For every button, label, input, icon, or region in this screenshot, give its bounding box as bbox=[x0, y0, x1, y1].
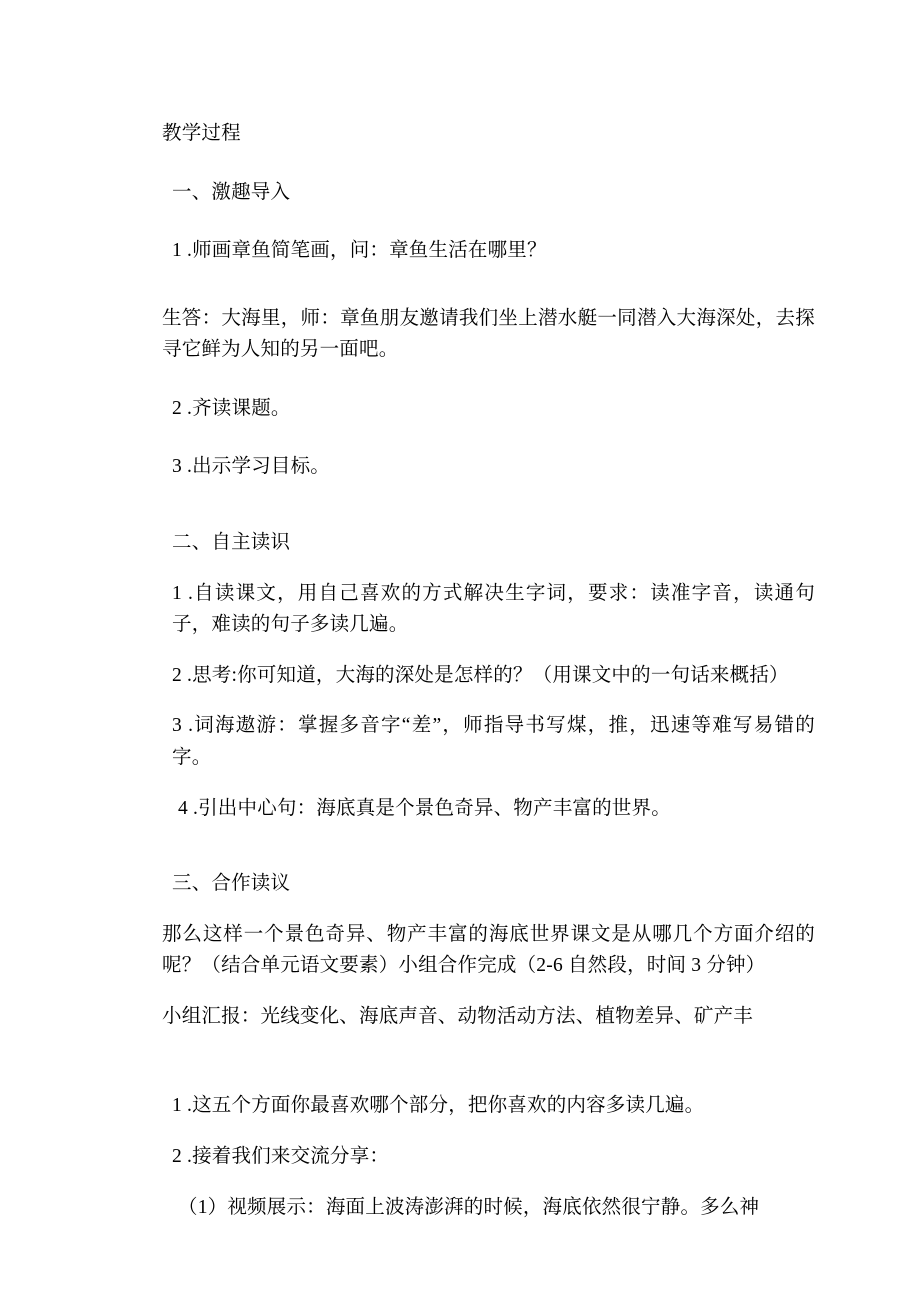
list-item-2-1: 1 .自读课文，用自己喜欢的方式解决生字词，要求：读准字音，读通句子，难读的句子多读几遍。 bbox=[172, 582, 815, 636]
page-title: 教学过程 bbox=[162, 123, 241, 144]
section-heading-1: 一、激趣导入 bbox=[172, 181, 291, 203]
list-item-2-2: 2 .思考:你可知道，大海的深处是怎样的？（用课文中的一句话来概括） bbox=[172, 664, 789, 686]
section-heading-3: 三、合作读议 bbox=[172, 873, 291, 895]
list-item-2-3: 3 .词海遨游：掌握多音字“差”，师指导书写煤，推，迅速等难写易错的字。 bbox=[172, 715, 815, 768]
document-body bbox=[148, 118, 815, 1223]
section-heading-2: 二、自主读识 bbox=[172, 532, 291, 554]
list-item-3-2-1: （1）视频展示：海面上波涛澎湃的时候，海底依然很宁静。多么神 bbox=[178, 1196, 760, 1218]
list-item-1-3: 3 .出示学习目标。 bbox=[172, 456, 331, 478]
list-item-1-1: 1 .师画章鱼简笔画，问：章鱼生活在哪里？ bbox=[172, 240, 547, 262]
paragraph-answer-1: 生答：大海里，师：章鱼朋友邀请我们坐上潜水艇一同潜入大海深处，去探寻它鲜为人知的另一面吧。 bbox=[162, 307, 815, 361]
list-item-3-2: 2 .接着我们来交流分享： bbox=[172, 1145, 390, 1167]
paragraph-3-2: 小组汇报：光线变化、海底声音、动物活动方法、植物差异、矿产丰 bbox=[162, 1005, 754, 1027]
list-item-2-4: 4 .引出中心句：海底真是个景色奇异、物产丰富的世界。 bbox=[178, 797, 671, 819]
list-item-1-2: 2 .齐读课题。 bbox=[172, 397, 291, 419]
list-item-3-1: 1 .这五个方面你最喜欢哪个部分，把你喜欢的内容多读几遍。 bbox=[172, 1095, 705, 1117]
paragraph-3-1: 那么这样一个景色奇异、物产丰富的海底世界课文是从哪几个方面介绍的呢？（结合单元语文要素）小组合作完成（2-6 自然段，时间 3 分钟） bbox=[162, 923, 815, 977]
